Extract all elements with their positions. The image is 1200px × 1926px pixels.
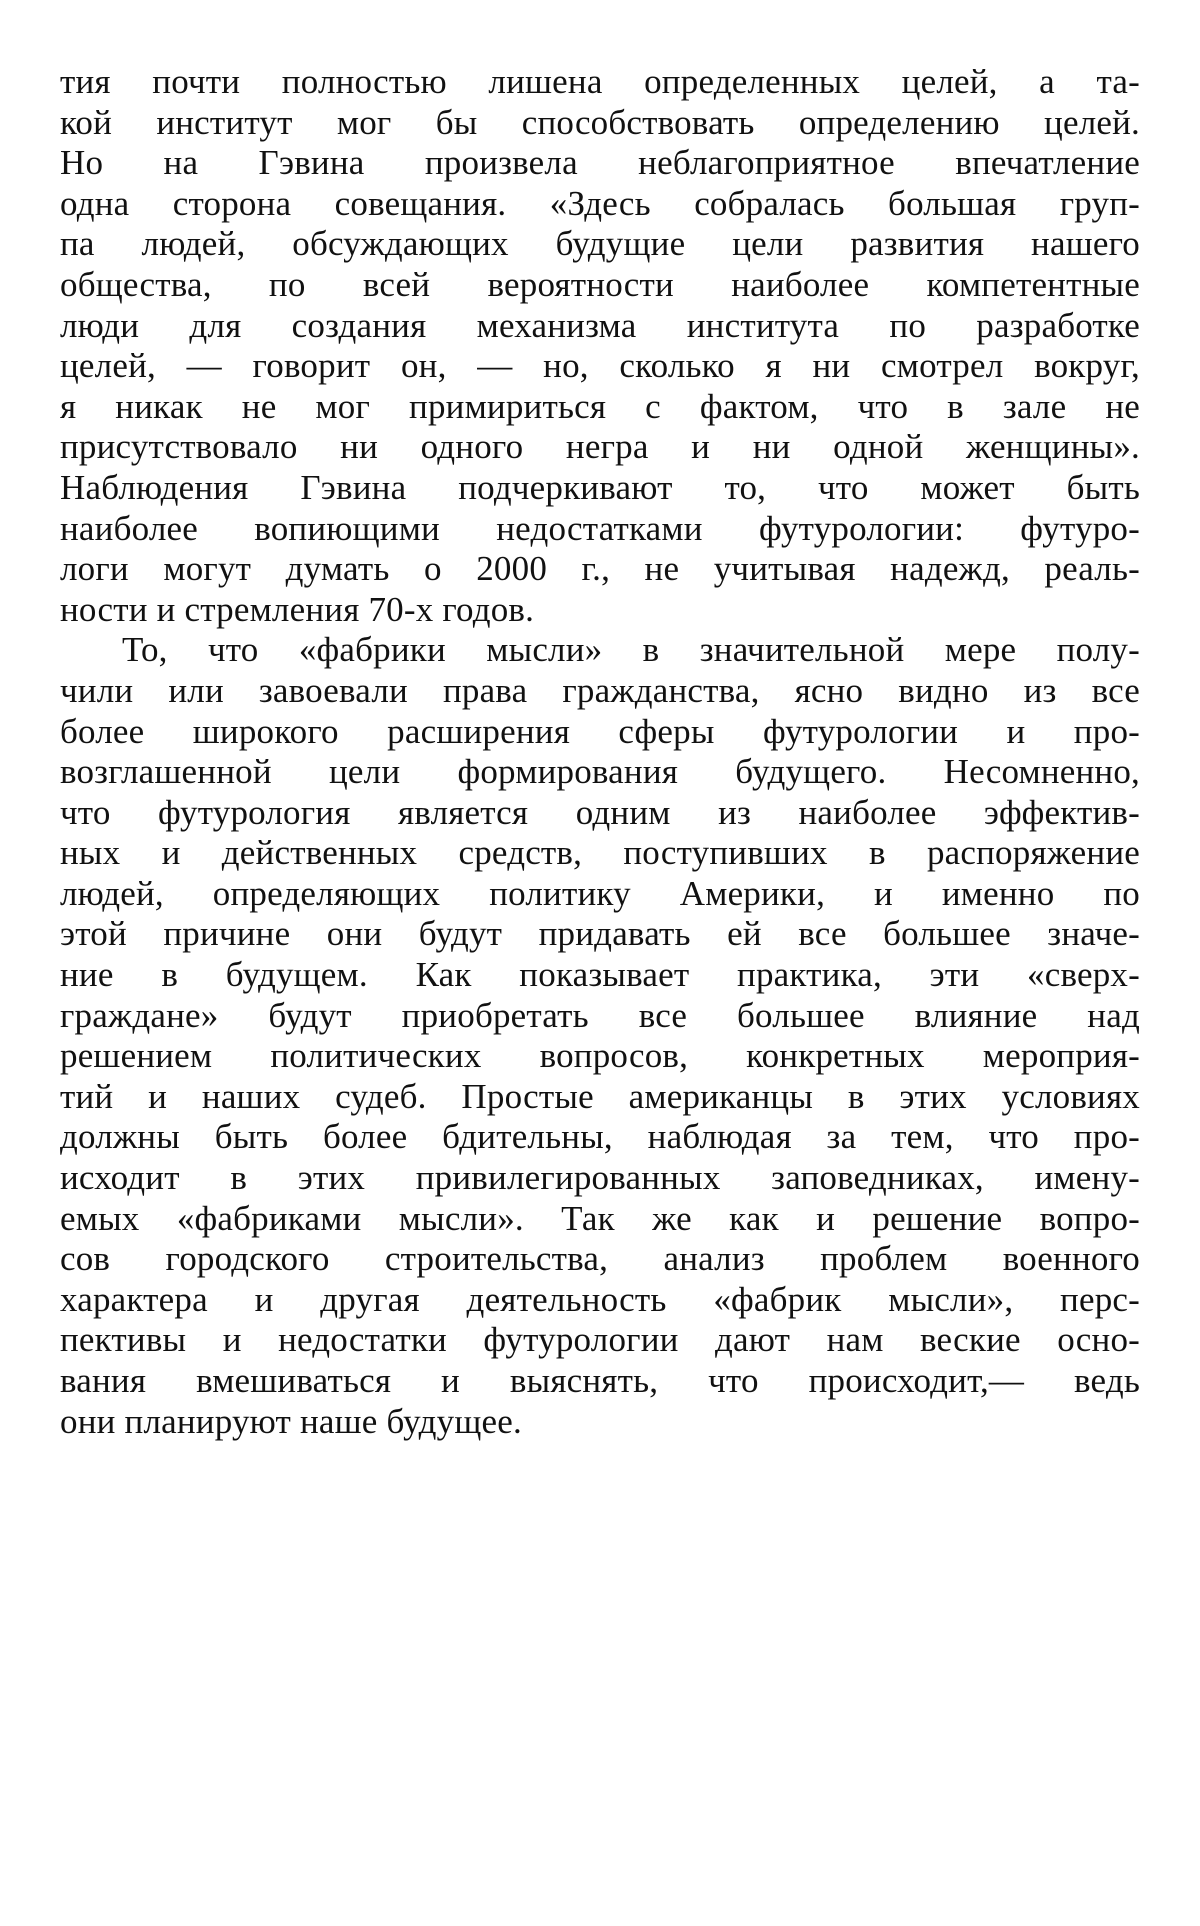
text-line: возглашенной цели формирования будущего. Несомненно,	[60, 752, 1140, 792]
text-line: характера и другая деятельность «фабрик мысли», перс-	[60, 1279, 1140, 1319]
text-line: Но на Гэвина произвела неблагоприятное впечатление	[60, 143, 1140, 183]
text-line: сов городского строительства, анализ проблем военного	[60, 1239, 1140, 1279]
text-line: Наблюдения Гэвина подчеркивают то, что может быть	[60, 467, 1140, 507]
text-line: люди для создания механизма института по разработке	[60, 305, 1140, 345]
text-line: решением политических вопросов, конкретных мероприя-	[60, 1036, 1140, 1076]
text-line: граждане» будут приобретать все большее влияние над	[60, 995, 1140, 1035]
text-line: должны быть более бдительны, наблюдая за тем, что про-	[60, 1117, 1140, 1157]
text-line: кой институт мог бы способствовать определению целей.	[60, 102, 1140, 142]
text-line: па людей, обсуждающих будущие цели развития нашего	[60, 224, 1140, 264]
text-line: я никак не мог примириться с фактом, что в зале не	[60, 386, 1140, 426]
paragraph-1	[60, 62, 1140, 630]
text-line: тий и наших судеб. Простые американцы в этих условиях	[60, 1076, 1140, 1116]
text-line: одна сторона совещания. «Здесь собралась большая груп-	[60, 183, 1140, 223]
text-line: ных и действенных средств, поступивших в распоряжение	[60, 833, 1140, 873]
text-line: вания вмешиваться и выяснять, что происходит,— ведь	[60, 1361, 1140, 1400]
text-line: этой причине они будут придавать ей все большее значе-	[60, 914, 1140, 954]
book-page	[60, 62, 1140, 1442]
text-line: людей, определяющих политику Америки, и именно по	[60, 873, 1140, 913]
text-line: ние в будущем. Как показывает практика, эти «сверх-	[60, 955, 1140, 995]
text-line: тия почти полностью лишена определенных целей, а та-	[60, 62, 1140, 101]
text-line: присутствовало ни одного негра и ни одной женщины».	[60, 427, 1140, 467]
text-line: они планируют наше будущее.	[60, 1401, 522, 1441]
text-line: пективы и недостатки футурологии дают нам веские осно-	[60, 1320, 1140, 1360]
text-line: наиболее вопиющими недостатками футурологии: футуро-	[60, 508, 1140, 548]
paragraph-2	[60, 630, 1140, 1442]
text-line: емых «фабриками мысли». Так же как и решение вопро-	[60, 1198, 1140, 1238]
text-line: ности и стремления 70-х годов.	[60, 589, 535, 629]
text-line: целей, — говорит он, — но, сколько я ни смотрел вокруг,	[60, 346, 1140, 386]
text-line: То, что «фабрики мысли» в значительной мере полу-	[122, 630, 1140, 670]
text-line: более широкого расширения сферы футурологии и про-	[60, 711, 1140, 751]
text-line: чили или завоевали права гражданства, ясно видно из все	[60, 670, 1140, 710]
text-line: общества, по всей вероятности наиболее компетентные	[60, 264, 1140, 304]
text-line: логи могут думать о 2000 г., не учитывая надежд, реаль-	[60, 549, 1140, 589]
text-line: исходит в этих привилегированных заповедниках, имену-	[60, 1158, 1140, 1198]
text-line: что футурология является одним из наиболее эффектив-	[60, 792, 1140, 832]
